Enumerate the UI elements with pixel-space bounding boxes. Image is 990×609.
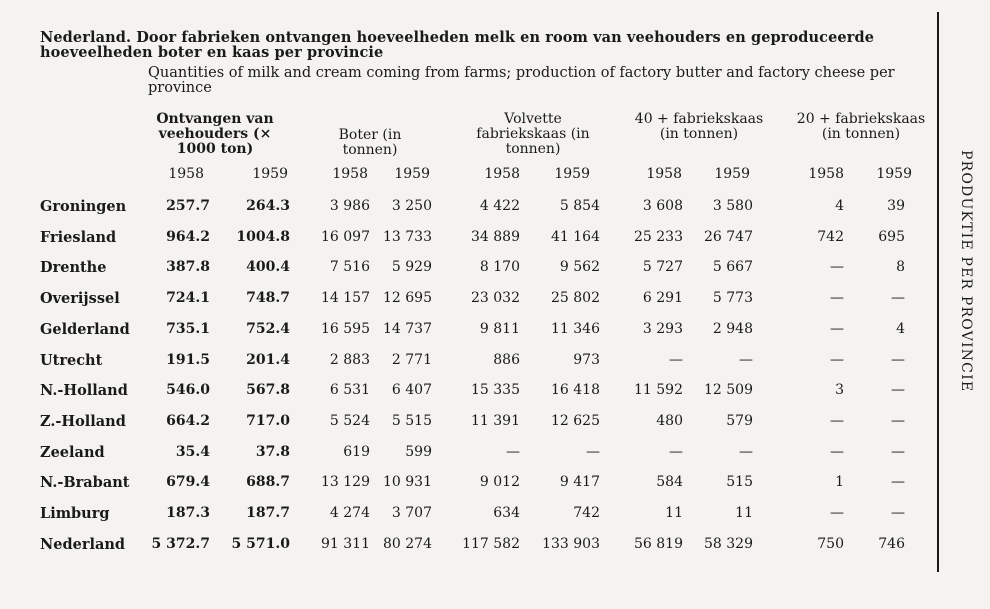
row-label: Groningen <box>40 198 127 215</box>
table-cell: 133 903 <box>542 535 600 552</box>
table-cell: 2 948 <box>712 320 753 337</box>
row-label: Limburg <box>40 505 110 522</box>
table-cell: 14 737 <box>383 320 432 337</box>
table-cell: 3 580 <box>712 198 753 214</box>
table-cell: 3 986 <box>329 198 370 214</box>
table-cell: 567.8 <box>246 382 290 399</box>
table-cell: — <box>891 412 905 429</box>
table-cell: 5 727 <box>642 259 683 276</box>
table-cell: 4 <box>835 198 844 214</box>
table-cell: 3 707 <box>391 505 432 521</box>
table-cell: 6 531 <box>329 382 370 399</box>
table-cell: 599 <box>405 443 432 460</box>
table-cell: — <box>891 382 905 399</box>
table-cell: 3 293 <box>642 320 683 337</box>
table-cell: 12 509 <box>704 382 753 399</box>
year-label: 1959 <box>714 166 750 182</box>
vertical-rule <box>937 12 939 572</box>
table-cell: 14 157 <box>321 290 370 307</box>
table-cell: 257.7 <box>166 198 210 214</box>
table-cell: 187.3 <box>166 505 210 521</box>
table-cell: — <box>830 290 844 307</box>
table-cell: 8 <box>896 259 905 276</box>
table-cell: 264.3 <box>246 198 290 214</box>
table-cell: 752.4 <box>246 320 290 337</box>
table-cell: 886 <box>493 351 520 368</box>
table-cell: 5 571.0 <box>231 535 290 552</box>
header-20plus: 20 + fabriekskaas (in tonnen) <box>796 111 926 142</box>
table-cell: 1004.8 <box>236 228 290 245</box>
table-cell: 80 274 <box>383 535 432 552</box>
table-cell: — <box>739 443 753 460</box>
table-cell: 2 883 <box>329 351 370 368</box>
table-cell: 9 811 <box>479 320 520 337</box>
row-label: N.-Brabant <box>40 474 130 492</box>
year-label: 1959 <box>252 166 288 182</box>
table-cell: 201.4 <box>246 351 290 368</box>
table-cell: 584 <box>656 474 683 491</box>
table-cell: 35.4 <box>175 443 210 460</box>
table-cell: 735.1 <box>166 320 210 337</box>
table-cell: 619 <box>343 443 370 460</box>
table-cell: 39 <box>887 198 905 214</box>
table-cell: 56 819 <box>634 535 683 552</box>
table-cell: 5 773 <box>712 290 753 307</box>
table-cell: 664.2 <box>166 412 210 429</box>
table-cell: 3 <box>835 382 844 399</box>
table-title: Nederland. Door fabrieken ontvangen hoeveelheden melk en room van veehouders en geproduceerde hoeveelheden boter en kaas per provincie <box>40 29 875 61</box>
table-cell: 4 422 <box>479 198 520 214</box>
table-cell: — <box>830 320 844 337</box>
table-cell: 724.1 <box>166 290 210 307</box>
table-cell: 5 854 <box>559 198 600 214</box>
table-cell: 3 608 <box>642 198 683 214</box>
table-cell: 5 515 <box>391 412 432 429</box>
table-cell: — <box>891 505 905 521</box>
table-cell: — <box>830 259 844 276</box>
table-cell: 117 582 <box>462 535 520 552</box>
table-cell: 9 417 <box>559 474 600 491</box>
table-cell: 5 524 <box>329 412 370 429</box>
table-cell: 5 372.7 <box>151 535 210 552</box>
table-cell: 973 <box>573 351 600 368</box>
table-cell: 91 311 <box>321 535 370 552</box>
row-label: Gelderland <box>40 320 130 338</box>
table-cell: 480 <box>656 412 683 429</box>
table-cell: — <box>739 351 753 368</box>
row-label: Nederland <box>40 535 126 553</box>
table-cell: — <box>891 290 905 307</box>
header-40plus: 40 + fabriekskaas (in tonnen) <box>634 111 764 142</box>
table-cell: 746 <box>878 535 905 552</box>
table-cell: 37.8 <box>255 443 290 460</box>
table-cell: 2 771 <box>391 351 432 368</box>
table-cell: 23 032 <box>471 290 520 307</box>
table-cell: 12 695 <box>383 290 432 307</box>
table-cell: 16 097 <box>321 228 370 245</box>
table-cell: 634 <box>493 505 520 521</box>
table-cell: 6 407 <box>391 382 432 399</box>
row-label: N.-Holland <box>40 382 128 400</box>
table-cell: 16 418 <box>551 382 600 399</box>
table-cell: — <box>669 351 683 368</box>
table-cell: 679.4 <box>166 474 210 491</box>
table-cell: — <box>586 443 600 460</box>
header-boter: Boter (in tonnen) <box>338 127 402 158</box>
table-cell: 9 012 <box>479 474 520 491</box>
row-label: Zeeland <box>40 443 105 461</box>
year-label: 1958 <box>484 166 520 182</box>
table-cell: 16 595 <box>321 320 370 337</box>
year-label: 1959 <box>554 166 590 182</box>
table-cell: 187.7 <box>246 505 290 521</box>
table-cell: 400.4 <box>246 259 290 276</box>
table-cell: 1 <box>835 474 844 491</box>
year-label: 1958 <box>646 166 682 182</box>
table-cell: 11 <box>735 505 753 521</box>
table-cell: 7 516 <box>329 259 370 276</box>
table-cell: 5 929 <box>391 259 432 276</box>
table-cell: 6 291 <box>642 290 683 307</box>
table-cell: — <box>830 351 844 368</box>
table-cell: — <box>891 474 905 491</box>
table-cell: 688.7 <box>246 474 290 491</box>
table-cell: 58 329 <box>704 535 753 552</box>
table-cell: 3 250 <box>391 198 432 214</box>
table-cell: 695 <box>878 228 905 245</box>
table-cell: 26 747 <box>704 228 753 245</box>
table-cell: 4 274 <box>329 505 370 521</box>
row-label: Drenthe <box>40 259 107 277</box>
table-cell: 748.7 <box>246 290 290 307</box>
table-cell: 742 <box>817 228 844 245</box>
row-label: Utrecht <box>40 351 103 369</box>
table-cell: 387.8 <box>166 259 210 276</box>
table-cell: 750 <box>817 535 844 552</box>
year-label: 1959 <box>876 166 912 182</box>
year-label: 1958 <box>332 166 368 182</box>
table-cell: — <box>891 351 905 368</box>
table-cell: 12 625 <box>551 412 600 429</box>
table-cell: 9 562 <box>559 259 600 276</box>
table-cell: 34 889 <box>471 228 520 245</box>
table-cell: — <box>830 505 844 521</box>
table-cell: 579 <box>726 412 753 429</box>
row-label: Overijssel <box>40 290 120 308</box>
table-cell: 15 335 <box>471 382 520 399</box>
table-cell: 10 931 <box>383 474 432 491</box>
header-ontvangen: Ontvangen van veehouders (× 1000 ton) <box>156 111 274 157</box>
table-cell: 5 667 <box>712 259 753 276</box>
table-cell: 11 391 <box>471 412 520 429</box>
header-volvette: Volvette fabriekskaas (in tonnen) <box>476 111 590 157</box>
table-cell: 964.2 <box>166 228 210 245</box>
row-label: Friesland <box>40 228 117 246</box>
row-label: Z.-Holland <box>40 412 126 430</box>
table-cell: 25 802 <box>551 290 600 307</box>
table-cell: — <box>830 443 844 460</box>
table-cell: 13 129 <box>321 474 370 491</box>
table-cell: 546.0 <box>166 382 210 399</box>
table-subtitle: Quantities of milk and cream coming from farms; production of factory butter and factory cheese per province <box>148 65 895 96</box>
year-label: 1958 <box>808 166 844 182</box>
table-cell: 717.0 <box>246 412 290 429</box>
table-cell: 8 170 <box>479 259 520 276</box>
table-cell: 11 <box>665 505 683 521</box>
table-cell: 742 <box>573 505 600 521</box>
year-label: 1959 <box>394 166 430 182</box>
year-label: 1958 <box>168 166 204 182</box>
table-cell: 11 592 <box>634 382 683 399</box>
table-cell: — <box>669 443 683 460</box>
table-cell: 4 <box>896 320 905 337</box>
table-cell: 515 <box>726 474 753 491</box>
table-cell: — <box>506 443 520 460</box>
side-label: PRODUKTIE PER PROVINCIE <box>958 150 974 393</box>
table-cell: 191.5 <box>166 351 210 368</box>
table-cell: — <box>891 443 905 460</box>
table-cell: 41 164 <box>551 228 600 245</box>
table-cell: 13 733 <box>383 228 432 245</box>
table-cell: — <box>830 412 844 429</box>
table-cell: 25 233 <box>634 228 683 245</box>
table-cell: 11 346 <box>551 320 600 337</box>
